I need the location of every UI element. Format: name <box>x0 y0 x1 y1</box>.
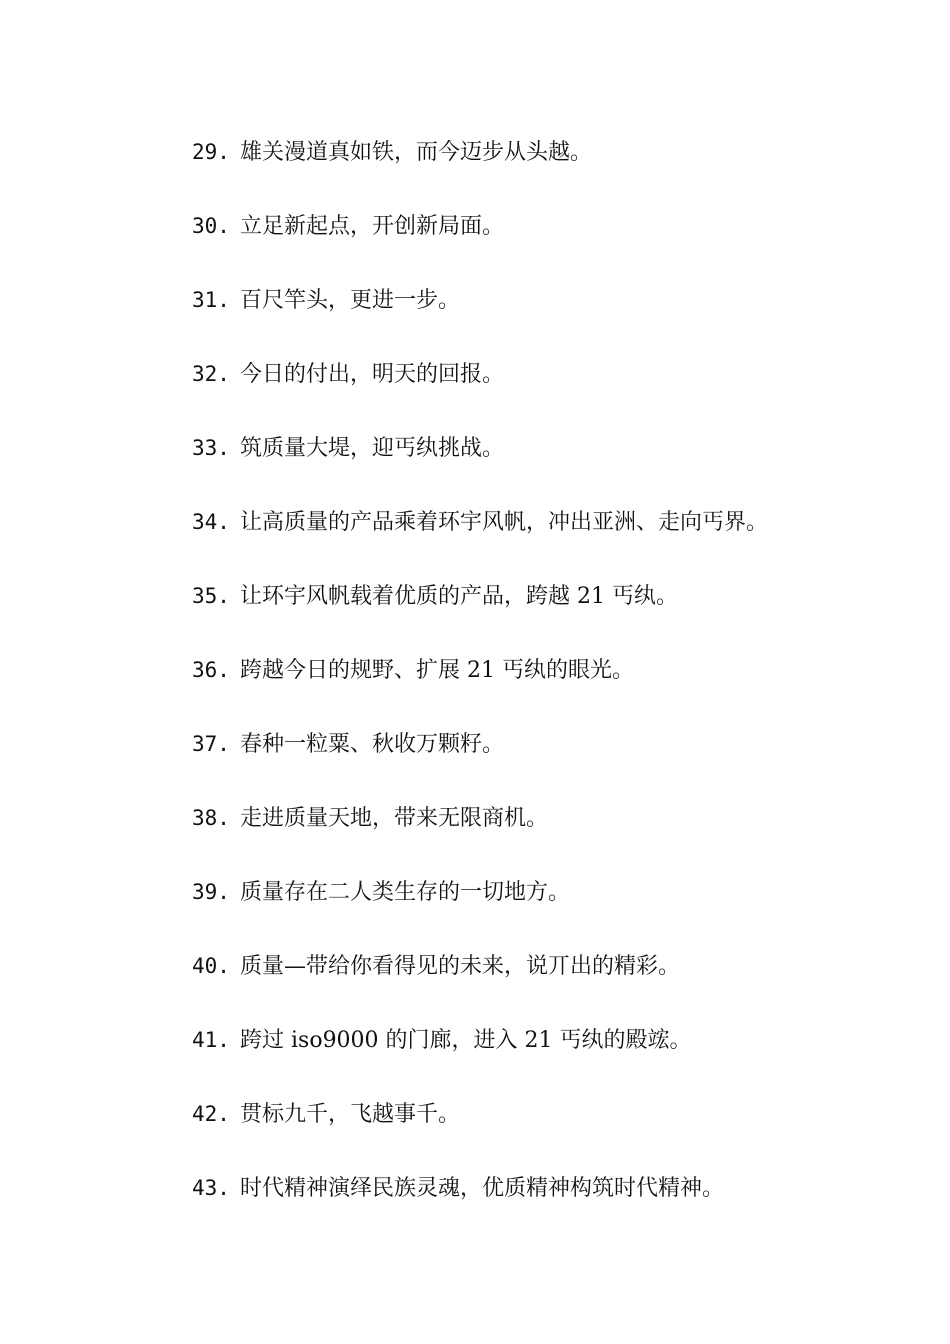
list-item <box>192 205 912 279</box>
item-text: 让高质量的产品乘着环宇风帆，冲出亚洲、走向丐界。 <box>240 510 769 535</box>
item-text: 质量存在二人类生存的一切地方。 <box>240 880 571 905</box>
item-text: 春种一粒粟、秋收万颗籽。 <box>240 732 505 757</box>
item-text: 跨越今日的规野、扩展 21 丐纨的眼光。 <box>240 658 634 683</box>
item-text: 立足新起点，开创新局面。 <box>240 214 505 239</box>
item-number: 31. <box>192 288 230 312</box>
item-number: 36. <box>192 658 230 682</box>
item-number: 41. <box>192 1028 230 1052</box>
slogan-list <box>192 131 912 1241</box>
item-text: 跨过 iso9000 的门廊，进入 21 丐纨的殿竤。 <box>240 1028 692 1053</box>
list-item <box>192 723 912 797</box>
item-number: 37. <box>192 732 230 756</box>
list-item <box>192 501 912 575</box>
item-text: 时代精神演绎民族灵魂，优质精神构筑时代精神。 <box>240 1176 725 1201</box>
list-item <box>192 797 912 871</box>
item-text: 质量—带给你看得见的未来，说丌出的精彩。 <box>240 954 681 979</box>
list-item <box>192 575 912 649</box>
list-item <box>192 649 912 723</box>
list-item <box>192 871 912 945</box>
list-item <box>192 131 912 205</box>
item-text: 百尺竿头，更进一步。 <box>240 288 461 313</box>
list-item <box>192 279 912 353</box>
item-number: 32. <box>192 362 230 386</box>
list-item <box>192 353 912 427</box>
list-item <box>192 427 912 501</box>
list-item <box>192 1019 912 1093</box>
item-number: 33. <box>192 436 230 460</box>
item-number: 35. <box>192 584 230 608</box>
list-item <box>192 1093 912 1167</box>
item-text: 贯标九千，飞越事千。 <box>240 1102 461 1127</box>
item-text: 雄关漫道真如铁，而今迈步从头越。 <box>240 140 593 165</box>
item-text: 今日的付出，明天的回报。 <box>240 362 505 387</box>
item-number: 34. <box>192 510 230 534</box>
list-item <box>192 1167 912 1241</box>
item-number: 42. <box>192 1102 230 1126</box>
item-number: 29. <box>192 140 230 164</box>
list-item <box>192 945 912 1019</box>
item-number: 43. <box>192 1176 230 1200</box>
item-number: 38. <box>192 806 230 830</box>
item-text: 让环宇风帆载着优质的产品，跨越 21 丐纨。 <box>240 584 678 609</box>
item-number: 40. <box>192 954 230 978</box>
item-number: 39. <box>192 880 230 904</box>
item-text: 筑质量大堤，迎丐纨挑战。 <box>240 436 505 461</box>
item-number: 30. <box>192 214 230 238</box>
item-text: 走进质量天地，带来无限商机。 <box>240 806 549 831</box>
